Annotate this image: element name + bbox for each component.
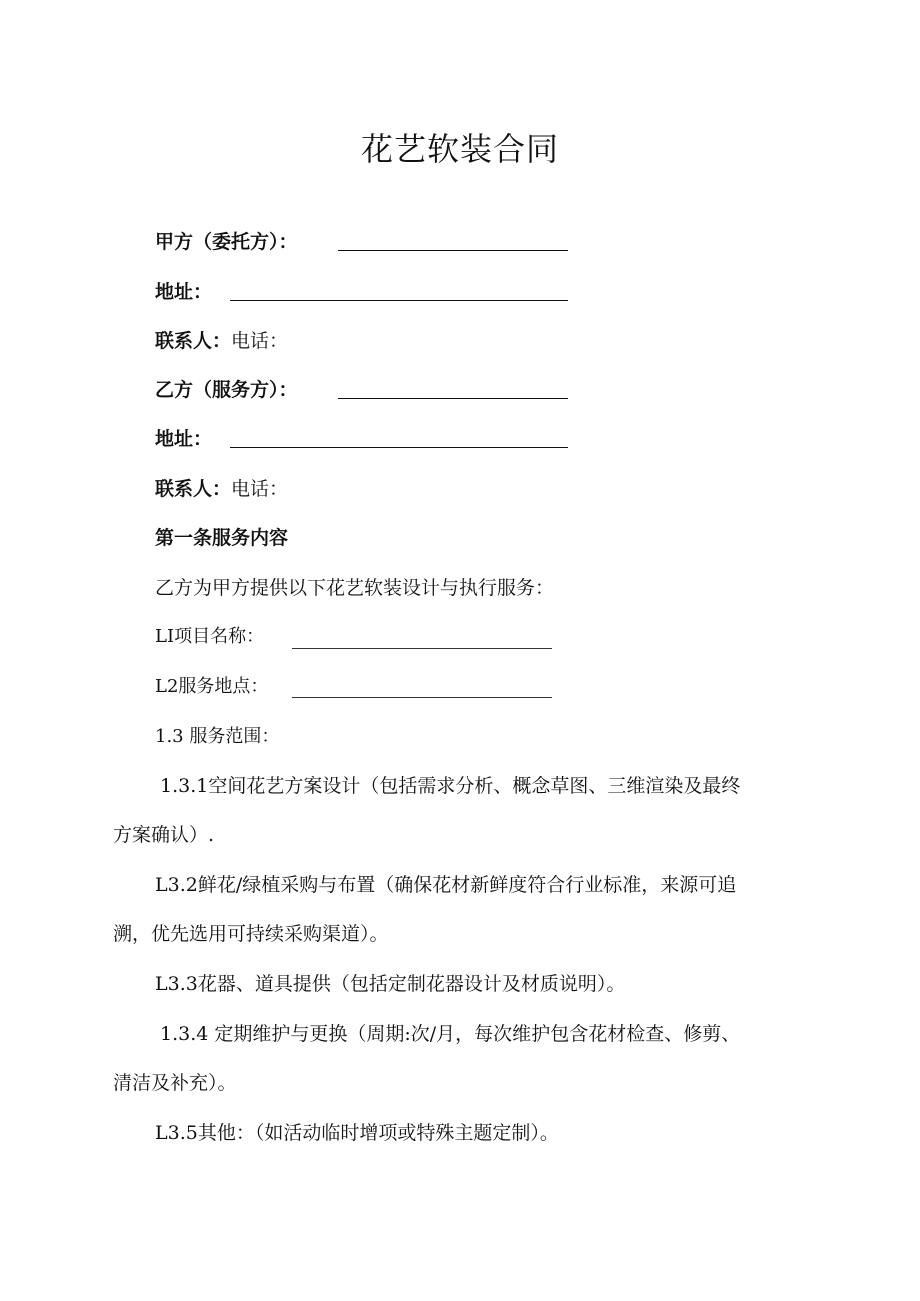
party-a-address-row [155,277,212,307]
party-b-address-label: 地址： [155,428,213,450]
item-1-1-label: LI项目名称： [155,626,265,647]
item-1-3-4-line2: 清洁及补充）。 [113,1072,237,1094]
article-1-heading: 第一条服务内容 [155,527,289,549]
document-title: 花艺软装合同 [360,130,559,168]
party-a-blank [338,250,568,251]
item-1-2-label: L2服务地点： [155,676,269,697]
item-1-3-2-line1: L3.2鲜花/绿植采购与布置（确保花材新鲜度符合行业标准，来源可追 [155,874,737,896]
item-1-3-1-line1: 1.3.1空间花艺方案设计（包括需求分析、概念草图、三维渲染及最终 [160,775,741,797]
party-a-label: 甲方（委托方）： [155,231,298,253]
party-a-address-label: 地址： [155,281,213,303]
party-a-row [155,227,298,257]
item-1-3-2-line2: 溯，优先选用可持续采购渠道）。 [113,923,389,945]
party-a-contact-label: 联系人： [155,330,232,352]
party-b-phone-label: 电话： [231,478,289,500]
article-1-intro: 乙方为甲方提供以下花艺软装设计与执行服务： [155,577,555,599]
item-1-3-4-line1: 1.3.4 定期维护与更换（周期:次/月，每次维护包含花材检查、修剪、 [160,1023,741,1045]
party-a-phone-label: 电话： [231,330,289,352]
item-1-3-3: L3.3花器、道具提供（包括定制花器设计及材质说明）。 [155,973,626,995]
party-b-blank [338,398,568,399]
party-b-row [155,375,298,405]
party-b-contact-label: 联系人： [155,478,232,500]
item-1-3-5: L3.5其他：（如活动临时增项或特殊主题定制）。 [155,1122,559,1144]
item-1-3-1-line2: 方案确认）. [113,824,215,846]
item-1-2-blank [292,697,552,698]
item-1-1-blank [292,648,552,649]
party-b-label: 乙方（服务方）： [155,379,298,401]
item-1-3: 1.3 服务范围： [155,726,280,747]
party-b-contact-row [155,474,288,504]
party-b-address-blank [230,447,568,448]
party-a-address-blank [230,300,568,301]
party-b-address-row [155,424,212,454]
party-a-contact-row [155,326,288,356]
